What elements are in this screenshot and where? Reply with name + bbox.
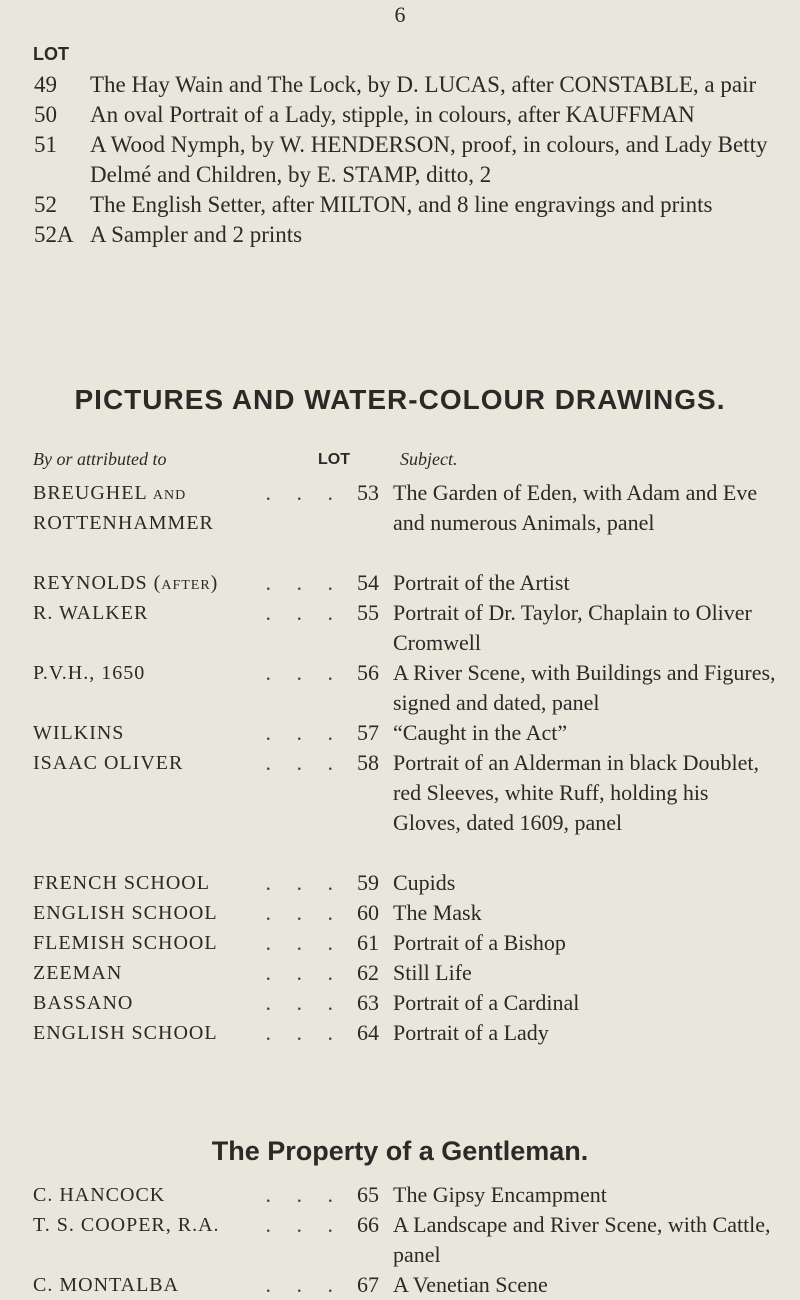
artist-name: C. MONTALBA: [33, 1274, 180, 1296]
lot-number: 64: [357, 1020, 379, 1045]
print-lots-list: [34, 70, 774, 250]
dot-leader: . . .: [265, 1020, 343, 1045]
lot-row: [33, 598, 778, 658]
artist-name: BREUGHEL and ROTTENHAMMER: [33, 482, 214, 534]
lot-column-heading: LOT: [33, 44, 69, 64]
artist-name: ZEEMAN: [33, 962, 123, 984]
page-number: 6: [394, 2, 406, 27]
lot-subject: Portrait of an Alderman in black Doublet, red Sleeves, white Ruff, holding his Gloves, dated 1609, panel: [393, 750, 759, 835]
lot-number: 67: [357, 1272, 379, 1297]
lot-subject: A Landscape and River Scene, with Cattle, panel: [393, 1212, 771, 1267]
lot-row: [33, 1180, 778, 1210]
lot-description: The Hay Wain and The Lock, by D. LUCAS, after CONSTABLE, a pair: [90, 72, 757, 97]
lot-entry: [34, 70, 774, 100]
artist-name: P.V.H., 1650: [33, 662, 146, 684]
lot-subject: “Caught in the Act”: [393, 720, 568, 745]
dot-leader: . . .: [265, 870, 343, 895]
artist-column-header: By or attributed to: [33, 449, 167, 469]
lot-row: [33, 1270, 778, 1300]
lot-subject: Portrait of a Bishop: [393, 930, 566, 955]
lot-row: [33, 1210, 778, 1270]
lot-description: A Wood Nymph, by W. HENDERSON, proof, in colours, and Lady Betty Delmé and Children, by E. STAMP, ditto, 2: [90, 132, 768, 187]
lot-number: 55: [357, 600, 379, 625]
lot-subject: Cupids: [393, 870, 456, 895]
dot-leader: . . .: [265, 600, 343, 625]
dot-leader: . . .: [265, 900, 343, 925]
lot-number: 65: [357, 1182, 379, 1207]
artist-name: C. HANCOCK: [33, 1184, 166, 1206]
lot-number: 60: [357, 900, 379, 925]
lot-entry: [34, 130, 774, 190]
artist-name: ENGLISH SCHOOL: [33, 902, 218, 924]
lot-number: 56: [357, 660, 379, 685]
lot-entry: [34, 100, 774, 130]
lot-description: A Sampler and 2 prints: [90, 222, 303, 247]
dot-leader: . . .: [265, 1182, 343, 1207]
lot-row: [33, 928, 778, 958]
lot-subject: The Garden of Eden, with Adam and Eve and numerous Animals, panel: [393, 480, 758, 535]
lot-number: 49: [34, 72, 57, 97]
lot-number: 58: [357, 750, 379, 775]
dot-leader: . . .: [265, 570, 343, 595]
lot-number: 53: [357, 480, 379, 505]
lot-number: 66: [357, 1212, 379, 1237]
dot-leader: . . .: [265, 660, 343, 685]
artist-name: BASSANO: [33, 992, 134, 1014]
lot-number: 63: [357, 990, 379, 1015]
artist-name: FLEMISH SCHOOL: [33, 932, 218, 954]
property-heading: The Property of a Gentleman.: [211, 1136, 589, 1166]
lot-subject: Portrait of Dr. Taylor, Chaplain to Oliver Cromwell: [393, 600, 752, 655]
lot-row: [33, 658, 778, 718]
artist-name: REYNOLDS (after): [33, 572, 219, 594]
section-title: PICTURES AND WATER-COLOUR DRAWINGS.: [74, 384, 726, 415]
lot-number: 52: [34, 192, 57, 217]
lot-row: [33, 1018, 778, 1048]
lot-subject: A River Scene, with Buildings and Figures, signed and dated, panel: [393, 660, 776, 715]
lot-number: 54: [357, 570, 379, 595]
dot-leader: . . .: [265, 480, 343, 505]
dot-leader: . . .: [265, 930, 343, 955]
artist-name: ISAAC OLIVER: [33, 752, 184, 774]
lot-entry: [34, 220, 774, 250]
lot-row: [33, 988, 778, 1018]
lot-description: An oval Portrait of a Lady, stipple, in colours, after KAUFFMAN: [90, 102, 695, 127]
dot-leader: . . .: [265, 990, 343, 1015]
lot-row: [33, 748, 778, 868]
lot-subject: Still Life: [393, 960, 472, 985]
dot-leader: . . .: [265, 1272, 343, 1297]
artist-name: R. WALKER: [33, 602, 149, 624]
lot-subject: Portrait of a Cardinal: [393, 990, 580, 1015]
artist-name: T. S. COOPER, R.A.: [33, 1214, 220, 1236]
lot-subject: Portrait of a Lady: [393, 1020, 549, 1045]
lot-row: [33, 718, 778, 748]
lot-number: 59: [357, 870, 379, 895]
dot-leader: . . .: [265, 960, 343, 985]
lot-number: 50: [34, 102, 57, 127]
property-table: [33, 1180, 778, 1300]
pictures-table: [33, 478, 778, 1048]
lot-number: 52A: [34, 222, 74, 247]
lot-number: 57: [357, 720, 379, 745]
lot-description: The English Setter, after MILTON, and 8 line engravings and prints: [90, 192, 713, 217]
lot-row: [33, 868, 778, 898]
dot-leader: . . .: [265, 750, 343, 775]
lot-row: [33, 898, 778, 928]
dot-leader: . . .: [265, 1212, 343, 1237]
lot-subject: The Gipsy Encampment: [393, 1182, 607, 1207]
artist-name: ENGLISH SCHOOL: [33, 1022, 218, 1044]
lot-number: 61: [357, 930, 379, 955]
lot-row: [33, 958, 778, 988]
subject-column-header: Subject.: [400, 449, 458, 469]
lot-row: [33, 478, 778, 568]
lot-number: 62: [357, 960, 379, 985]
lot-entry: [34, 190, 774, 220]
lot-number: 51: [34, 132, 57, 157]
artist-name: WILKINS: [33, 722, 125, 744]
lot-column-header: LOT: [318, 451, 350, 468]
lot-subject: Portrait of the Artist: [393, 570, 570, 595]
lot-subject: The Mask: [393, 900, 482, 925]
lot-row: [33, 568, 778, 598]
artist-name: FRENCH SCHOOL: [33, 872, 210, 894]
dot-leader: . . .: [265, 720, 343, 745]
lot-subject: A Venetian Scene: [393, 1272, 548, 1297]
